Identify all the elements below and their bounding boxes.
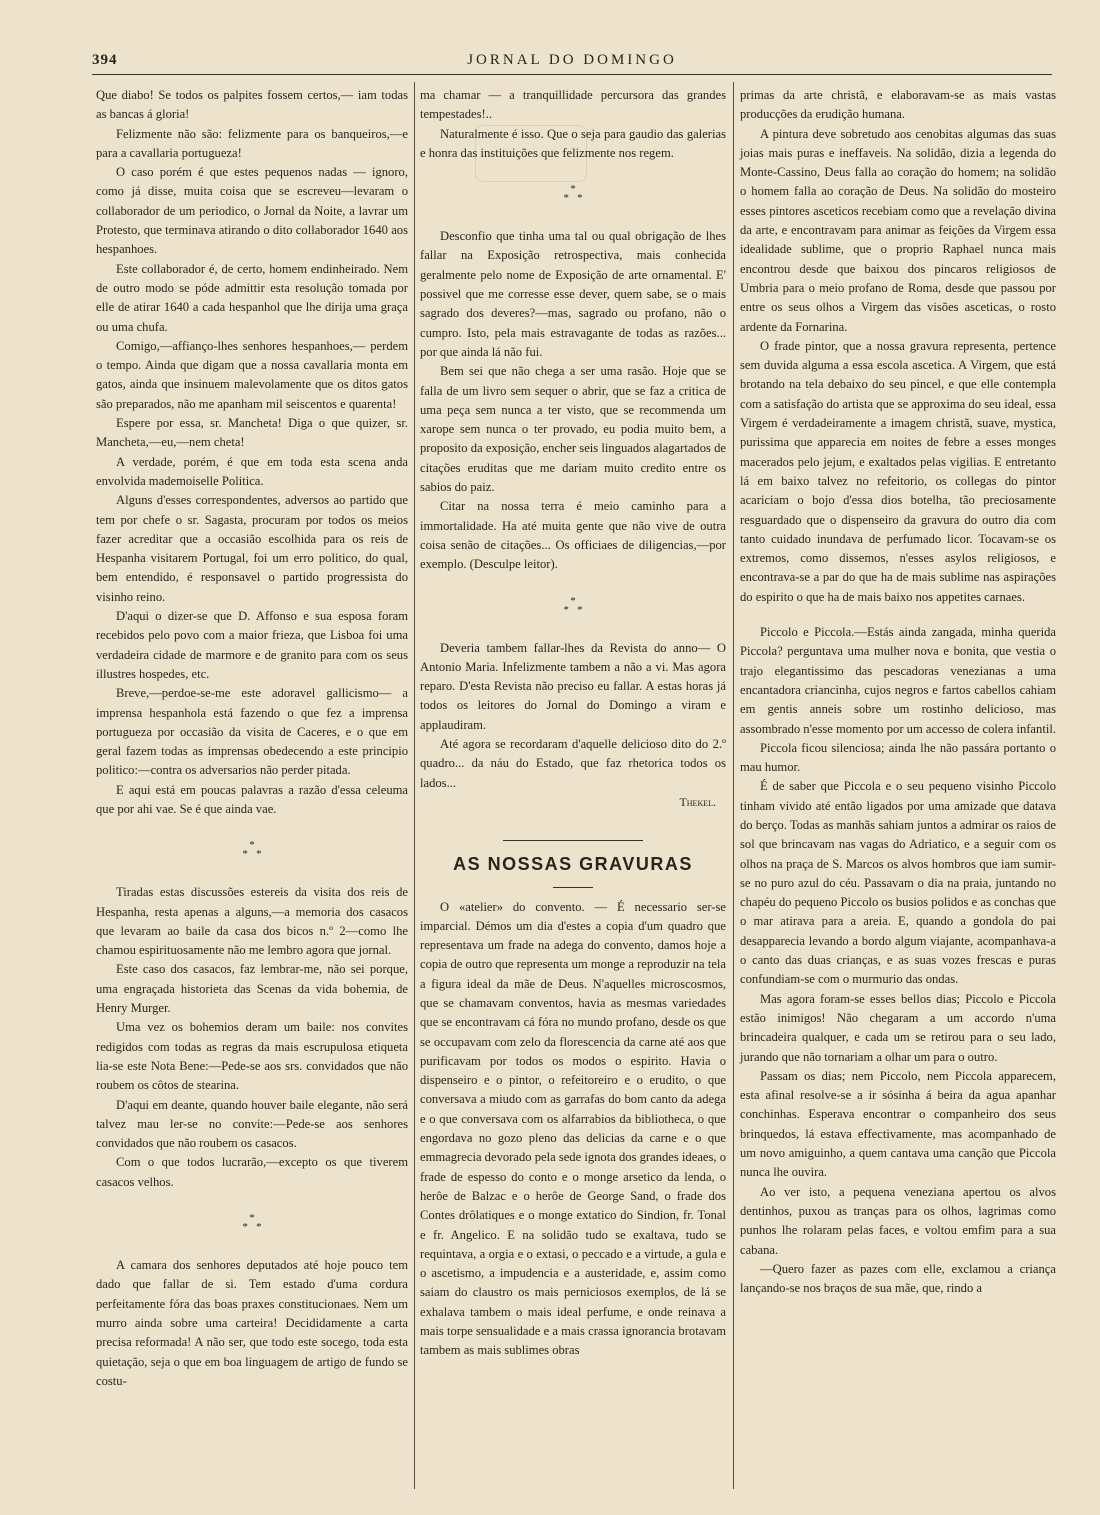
- asterism: * * *: [242, 839, 262, 861]
- paragraph: primas da arte christã, e elaboravam-se as mais vastas producções da erudição humana.: [740, 88, 1056, 122]
- paragraph: A pintura deve sobretudo aos cenobitas algumas das suas joias mais puras e ineffaveis. Na solidão, dizia a legenda do Monte-Cassino, Deus falla ao coração do homem; na solidão o homem falla ao coração de Deus. Na solidão do mosteiro esses pintores asceticos recebiam como que a revelação divina da arte, e encontravam para animar as feições da Virgem essa idealidade sublime, que o proprio Raphael nunca mais encontrou desde que baixou dos pincaros religiosos de Umbria para o meio profano de Roma, desde que passou por entre os seus olhos a Virgem das visões asceticas, o rosto ardente da Fornarina.: [740, 126, 1056, 334]
- paragraph: O «atelier» do convento. — É necessario ser-se imparcial. Démos um dia d'estes a copia d'um quadro que representava um frade na adega do convento, damos hoje a copia de outro que representa um monge a reproduzir na tela a figura ideal da mãe de Deus. N'aquelles microscosmos, que se chamavam conventos, havia as mesmas variedades que se encontravam cá fóra no mundo profano, desde os que se occupavam com zelo da florescencia da carne até aos que purificavam por todos os modos o espirito. Havia o dispenseiro e o pintor, o refeitoreiro e o erudito, o que conversava a miudo com as garrafas do bom canto da adega e o que conversava com os alfarrabios da bibliotheca, o que engordava no gozo pleno das delicias da carne e o que emmagrecia devorado pela sede ignota dos grandes ideaes, o frade de espesso do conto e o monge arsetico da lenda, o herôe de Balzac e o herôe de George Sand, o frade dos Contes drôlatiques e o monge extatico do Sindion, fr. Tonal e fr. Angelico. E na solidão tudo se exaltava, tudo se requintava, a orgia e o extasi, o peccado e a virtude, a gula e o ascetismo, a impudencia e a austeridade, e, assim como saiam do claustro os mais perniciosos exemplos, de lá se exhalava tambem o mais ideal perfume, e onde reinava a mais torpe sensualidade e a mais crassa ignorancia brotavam tambem as mais sublimes obras: [420, 899, 726, 1358]
- paragraph: Bem sei que não chega a ser uma rasão. Hoje que se falla de um livro sem sequer o abrir, que se faz a critica de uma peça sem nunca a ter visto, que se recommenda um xarope sem nunca o ter provado, eu podia muito bem, a proposito da exposição, encher seis linguados alagartados de citações eruditas que me dariam muito credito entre os sabios do paiz.: [420, 364, 726, 495]
- paragraph: Espere por essa, sr. Mancheta! Diga o que quizer, sr. Mancheta,—eu,—nem cheta!: [96, 416, 408, 450]
- asterism: * * *: [563, 183, 583, 205]
- paragraph: Passam os dias; nem Piccolo, nem Piccola apparecem, esta afinal resolve-se a ir sósinha á beira da agua apanhar conchinhas. Esperava encontrar o companheiro dos seus brinquedos, lá estava effectivamente, mas acompanhado de um novo amiguinho, a quem cantava uma canção que Piccola nunca lhe ouvira.: [740, 1068, 1056, 1180]
- header-rule: [92, 74, 1052, 75]
- paragraph: A camara dos senhores deputados até hoje pouco tem dado que fallar de si. Tem estado d'uma cordura perfeitamente fóra das boas praxes constitucionaes. Nem um murro ainda sobre uma carteira! Decididamente a carta precisa reformada! A não ser, que todo este socego, toda esta quietação, seja o que em boa linguagem de artigo de fundo se costu-: [96, 1258, 408, 1388]
- paragraph: Alguns d'esses correspondentes, adversos ao partido que tem por chefe o sr. Sagasta, procuram por todos os meios fazer acreditar que a occasião escolhida para os reis de Hespanha visitarem Portugal, foi um erro politico, do qual, bem entendido, é responsavel o partido progressista do visinho reino.: [96, 493, 408, 604]
- column-1: [96, 86, 408, 1391]
- column-2: [420, 86, 726, 1361]
- paragraph: Ao ver isto, a pequena veneziana apertou os alvos dentinhos, puxou as tranças para os olhos, lagrimas como punhos lhe rolaram pelas faces, e voltou emfim para a sua cabana.: [740, 1184, 1056, 1257]
- paragraph: O caso porém é que estes pequenos nadas — ignoro, como já disse, muita coisa que se escreveu—levaram o collaborador de um periodico, o Jornal da Noite, a lavrar um Protesto, que terminava atirando o dito collaborador 1640 aos hespanhoes.: [96, 165, 408, 257]
- paragraph: Comigo,—affianço-lhes senhores hespanhoes,— perdem o tempo. Ainda que digam que a nossa cavallaria monta em gatos, ainda que insinuem malevolamente que os ditos gatos são preparados, não me apanham mil seiscentos e quarenta!: [96, 338, 408, 411]
- paragraph: —Quero fazer as pazes com elle, exclamou a criança lançando-se nos braços de sua mãe, que, rindo a: [740, 1261, 1056, 1296]
- section-rule: [553, 887, 593, 888]
- section-rule: [503, 840, 643, 841]
- column-divider: [414, 82, 415, 1489]
- paragraph: Tiradas estas discussões estereis da visita dos reis de Hespanha, resta apenas a alguns,—a memoria dos casacos que levaram ao baile da casa dos bicos n.º 2—como lhe chamou espirituosamente não me lembro agora que jornal.: [96, 885, 408, 958]
- journal-title: JORNAL DO DOMINGO: [467, 52, 677, 68]
- paragraph: Mas agora foram-se esses bellos dias; Piccolo e Piccola estão inimigos! Não chegaram a um accordo n'uma brincadeira qualquer, e cada um se retirou para o seu lado, jurando que não tornariam a olhar um para o outro.: [740, 991, 1056, 1064]
- column-divider: [733, 82, 734, 1489]
- page-number: 394: [92, 52, 118, 68]
- paragraph: Naturalmente é isso. Que o seja para gaudio das galerias e honra das instituições que felizmente nos regem.: [420, 126, 726, 160]
- paragraph: É de saber que Piccola e o seu pequeno visinho Piccolo tinham vivido até então ligados por uma amizade que datava do berço. Todas as manhãs sahiam juntos a admirar os raios de sol que brincavam nas vagas do Adriatico, e a seguir com os olhos na praça de S. Marcos os alvos hombros que iam sumir-se no puro azul do céu. Passavam o dia na praia, juntando no chapéu do pequeno Piccolo os busios polidos e as conchas que o mar atirava para a areia. E, quando a gondola do pai desapparecia levando a bordo algum viajante, acompanhava-a o canto das duas crianças, e as suas vozes frescas e puras confundiam-se com o murmurio das ondas.: [740, 779, 1056, 987]
- paragraph: ma chamar — a tranquillidade percursora das grandes tempestades!..: [420, 88, 726, 122]
- asterism: * * *: [563, 594, 583, 616]
- signature: Thekel.: [679, 794, 716, 809]
- paragraph: D'aqui em deante, quando houver baile elegante, não será talvez mau ler-se no convite:—Pede-se aos senhores convidados que não roubem os casacos.: [96, 1097, 408, 1151]
- paragraph: Felizmente não são: felizmente para os banqueiros,—e para a cavallaria portugueza!: [96, 126, 408, 160]
- paragraph: Que diabo! Se todos os palpites fossem certos,— iam todas as bancas á gloria!: [96, 88, 408, 122]
- paragraph: A verdade, porém, é que em toda esta scena anda envolvida mademoiselle Politica.: [96, 454, 408, 488]
- page-header: [92, 48, 1052, 78]
- paragraph: Piccolo e Piccola.—Estás ainda zangada, minha querida Piccola? perguntava uma mulher nova e bonita, que vestia o trajo elegantissimo das pescadoras venezianas a uma encantadora criancinha, cujos negros e fartos cabellos cahiam em gentis anneis sobre um rostinho delicioso, mas assombrado n'esse momento por um accesso de colera infantil.: [740, 625, 1056, 736]
- paragraph: Desconfio que tinha uma tal ou qual obrigação de lhes fallar na Exposição retrospectiva, mais conhecida geralmente pelo nome de Exposição de arte ornamental. E' possivel que me corresse esse dever, quem sabe, se o mais sagrado dos deveres?—mas, sagrado ou profano, não o cumpro. Isto, pela mais estravagante de todas as razões... por que ainda lá não fui.: [420, 229, 726, 359]
- paragraph: E aqui está em poucas palavras a razão d'essa celeuma que por ahi vae. Se é que ainda vae.: [96, 782, 408, 816]
- paragraph: Uma vez os bohemios deram um baile: nos convites redigidos com todas as regras da mais escrupulosa etiqueta lia-se este Nota Bene:—Pede-se aos srs. convidados que não roubem os côtos de stearina.: [96, 1020, 408, 1093]
- paragraph: Citar na nossa terra é meio caminho para a immortalidade. Ha até muita gente que não vive de outra coisa senão de citações... Os officiaes de diligencias,—por exemplo. (Desculpe leitor).: [420, 499, 726, 572]
- paragraph: Deveria tambem fallar-lhes da Revista do anno— O Antonio Maria. Infelizmente tambem a não a vi. Mas agora reparo. D'esta Revista não preciso eu fallar. A estas horas já todos os leitores do Jornal do Domingo a viram e applaudiram.: [420, 640, 726, 732]
- paragraph: D'aqui o dizer-se que D. Affonso e sua esposa foram recebidos pelo povo com a maior frieza, que Lisboa foi uma verdadeira cidade de marmore e de granito para com os seus illustres hospedes, etc.: [96, 609, 408, 681]
- paragraph: Até agora se recordaram d'aquelle delicioso dito do 2.º quadro... da náu do Estado, que faz rhetorica todos os lados...: [420, 737, 726, 790]
- paragraph: Piccola ficou silenciosa; ainda lhe não passára portanto o mau humor.: [740, 740, 1056, 775]
- paragraph: Este caso dos casacos, faz lembrar-me, não sei porque, uma engraçada historieta das Scenas da vida bohemia, de Henry Murger.: [96, 962, 408, 1016]
- column-3: [740, 86, 1056, 1298]
- paragraph: O frade pintor, que a nossa gravura representa, pertence sem duvida alguma a essa escola ascetica. A Virgem, que está brotando na tela debaixo do seu pincel, e que elle contempla com a satisfação do artista que se approxima do seu ideal, essa Virgem é verdadeiramente a imagem christã, suave, mystica, purissima que apparecia em noites de febre a esses monges macerados pelo jejum, e exaltados pelas vigilias. E entretanto lá em baixo talvez no refeitorio, os collegas do pintor acariciam o bojo d'essa dios botelha, tão preciosamente resguardado que o dispenseiro da gravura do outro dia com tanto cuidado inundava de perfumado licor. Tocavam-se os extremos, como dissemos, n'esses asylos religiosos, e encontrava-se a par do que ha de mais sublime nas aspirações do espirito o que ha de mais baixo nos appetites carnaes.: [740, 338, 1056, 604]
- paragraph: Com o que todos lucrarão,—excepto os que tiverem casacos velhos.: [96, 1155, 408, 1189]
- paragraph: Este collaborador é, de certo, homem endinheirado. Nem de outro modo se póde admittir esta resolução tomada por elle de atirar 1640 a cada hespanhol que lhe dirija uma graça ou uma chufa.: [96, 261, 408, 334]
- paragraph: Breve,—perdoe-se-me este adoravel gallicismo— a imprensa hespanhola está fazendo o que fez a imprensa portugueza por occasião da visita de Caceres, e o que em geral fazem todas as imprensas obedecendo a este principio politico:—contra os adversarios não perder pitada.: [96, 686, 408, 778]
- section-heading: AS NOSSAS GRAVURAS: [453, 854, 693, 875]
- asterism: * * *: [242, 1212, 262, 1234]
